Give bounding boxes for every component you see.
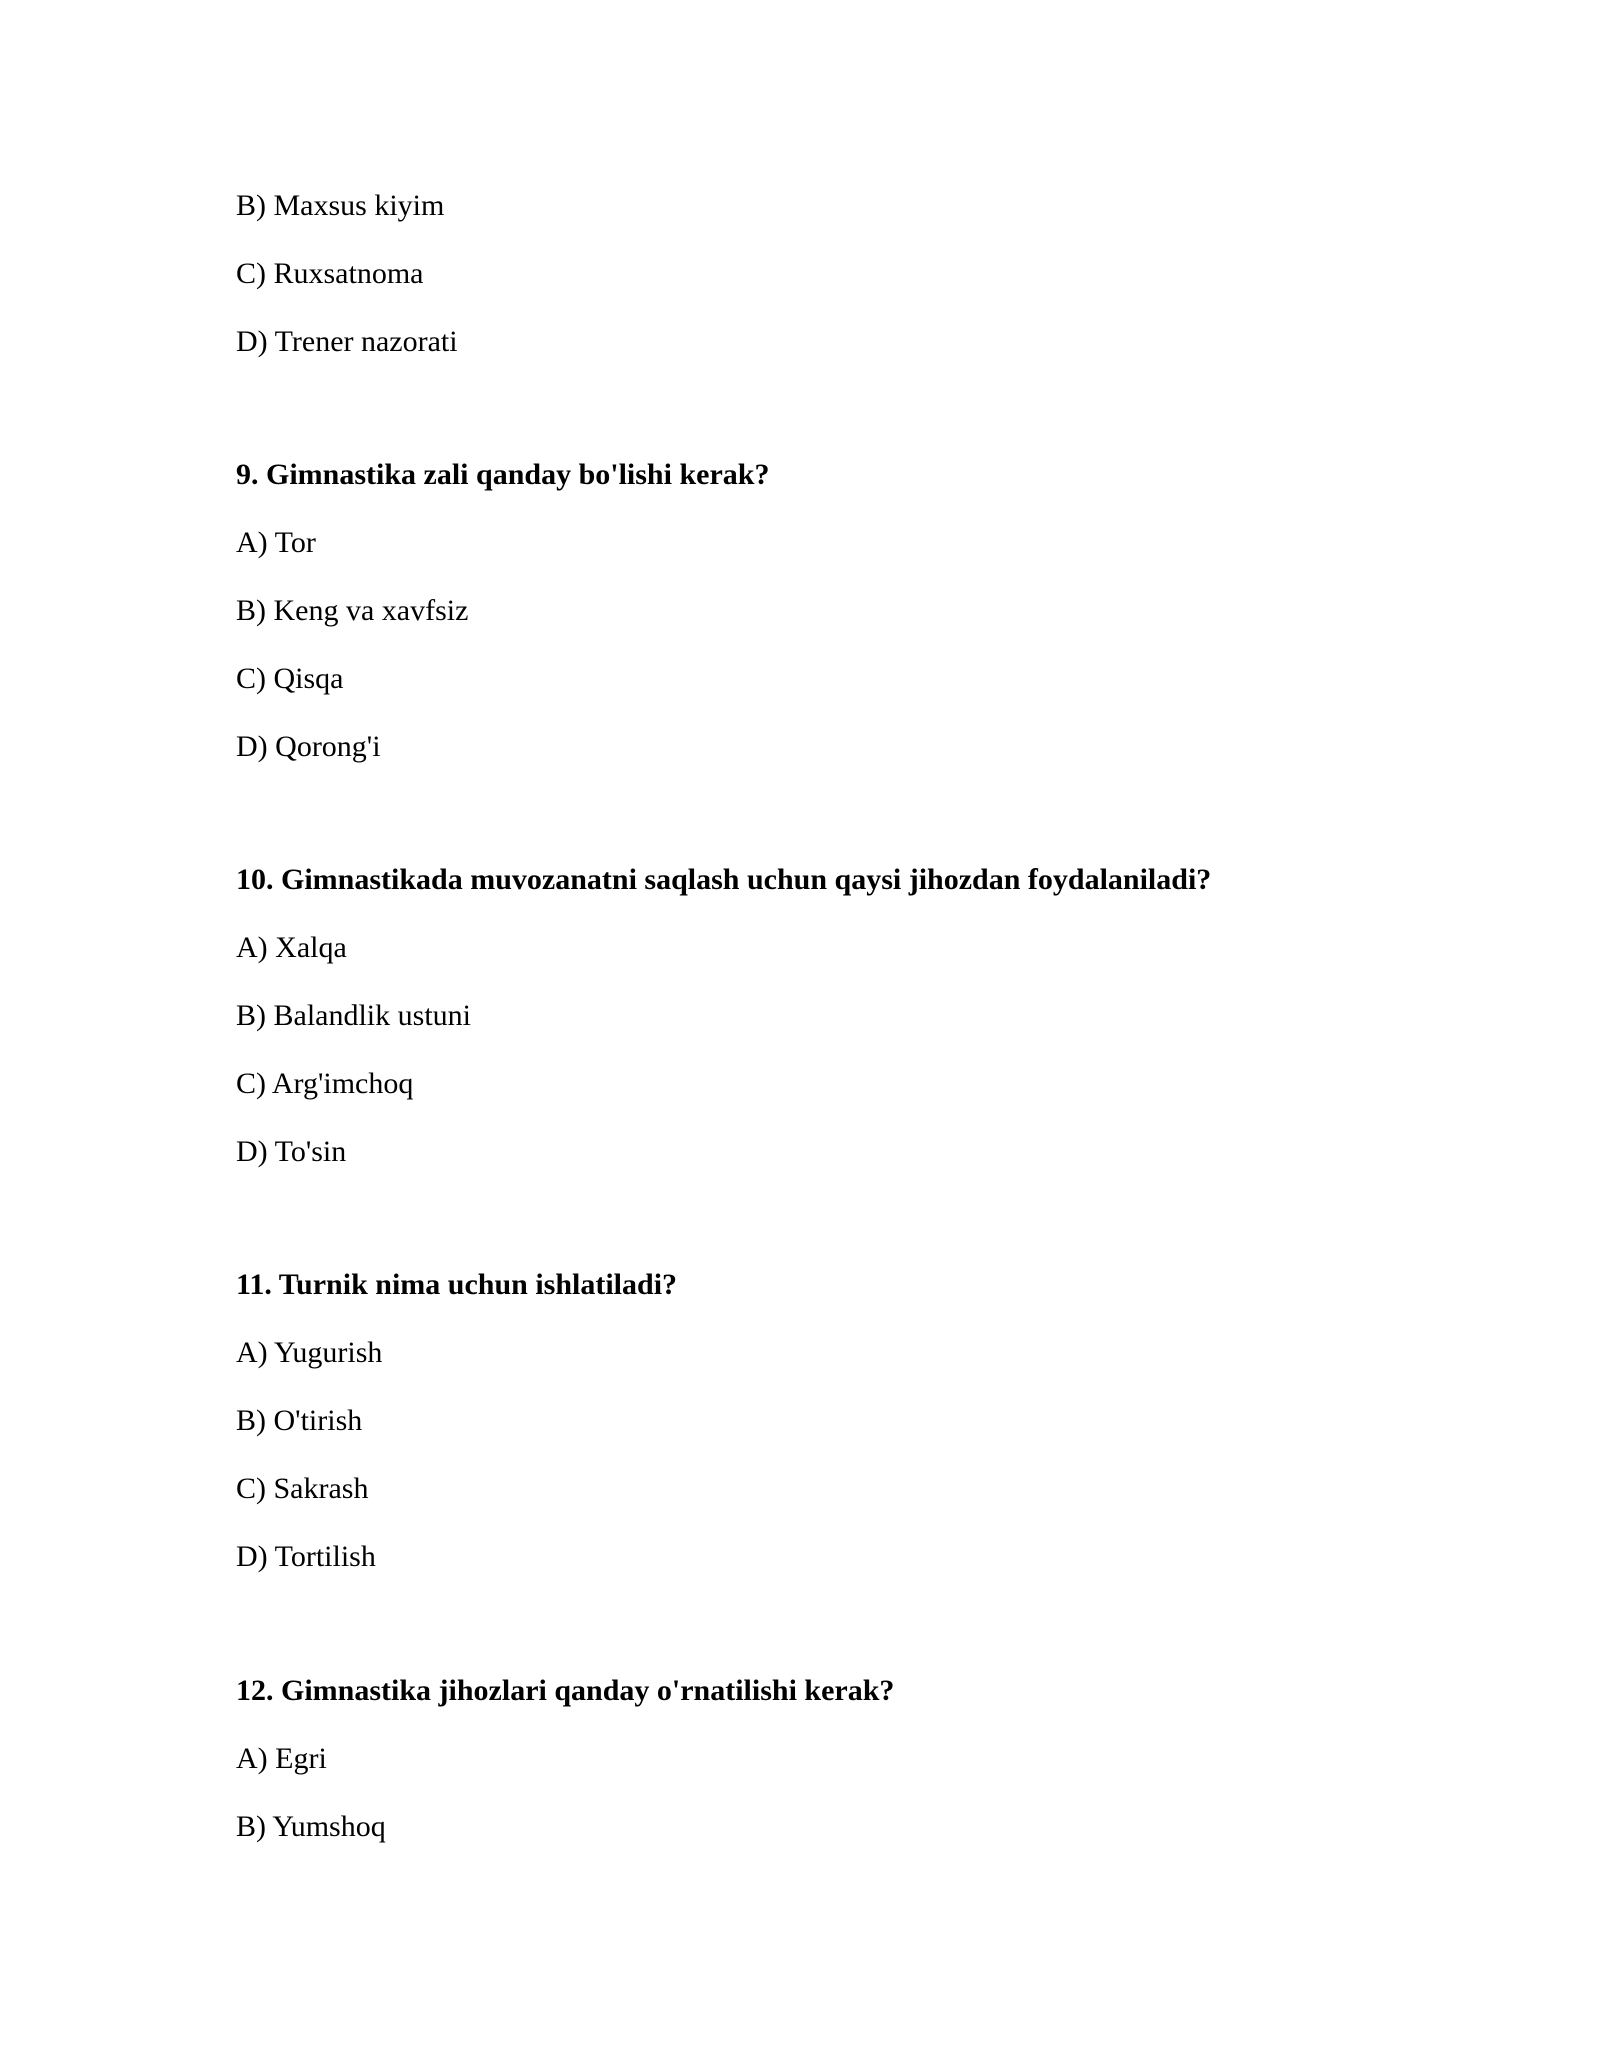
question-9: 9. Gimnastika zali qanday bo'lishi kerak? xyxy=(236,458,770,491)
question-12-block xyxy=(236,1673,1436,1845)
option-a: A) Xalqa xyxy=(236,931,347,964)
option-b: B) Keng va xavfsiz xyxy=(236,594,469,627)
question-11: 11. Turnik nima uchun ishlatiladi? xyxy=(236,1268,678,1301)
option-c: C) Ruxsatnoma xyxy=(236,257,424,290)
option-c: C) Sakrash xyxy=(236,1472,369,1505)
leading-options xyxy=(236,188,1436,360)
option-d: D) Tortilish xyxy=(236,1540,376,1573)
option-b: B) Maxsus kiyim xyxy=(236,189,445,222)
option-d: D) Qorong'i xyxy=(236,730,381,763)
option-b: B) Balandlik ustuni xyxy=(236,999,471,1032)
option-b: B) O'tirish xyxy=(236,1404,363,1437)
option-b: B) Yumshoq xyxy=(236,1810,386,1843)
option-d: D) To'sin xyxy=(236,1135,347,1168)
option-a: A) Egri xyxy=(236,1742,327,1775)
question-10-block xyxy=(236,862,1436,1170)
question-9-block xyxy=(236,457,1436,765)
question-10: 10. Gimnastikada muvozanatni saqlash uchun qaysi jihozdan foydalaniladi? xyxy=(236,863,1212,896)
option-d: D) Trener nazorati xyxy=(236,325,458,358)
question-12: 12. Gimnastika jihozlari qanday o'rnatilishi kerak? xyxy=(236,1674,895,1707)
option-c: C) Qisqa xyxy=(236,662,344,695)
option-c: C) Arg'imchoq xyxy=(236,1067,414,1100)
option-a: A) Tor xyxy=(236,526,316,559)
option-a: A) Yugurish xyxy=(236,1336,383,1369)
question-11-block xyxy=(236,1267,1436,1575)
